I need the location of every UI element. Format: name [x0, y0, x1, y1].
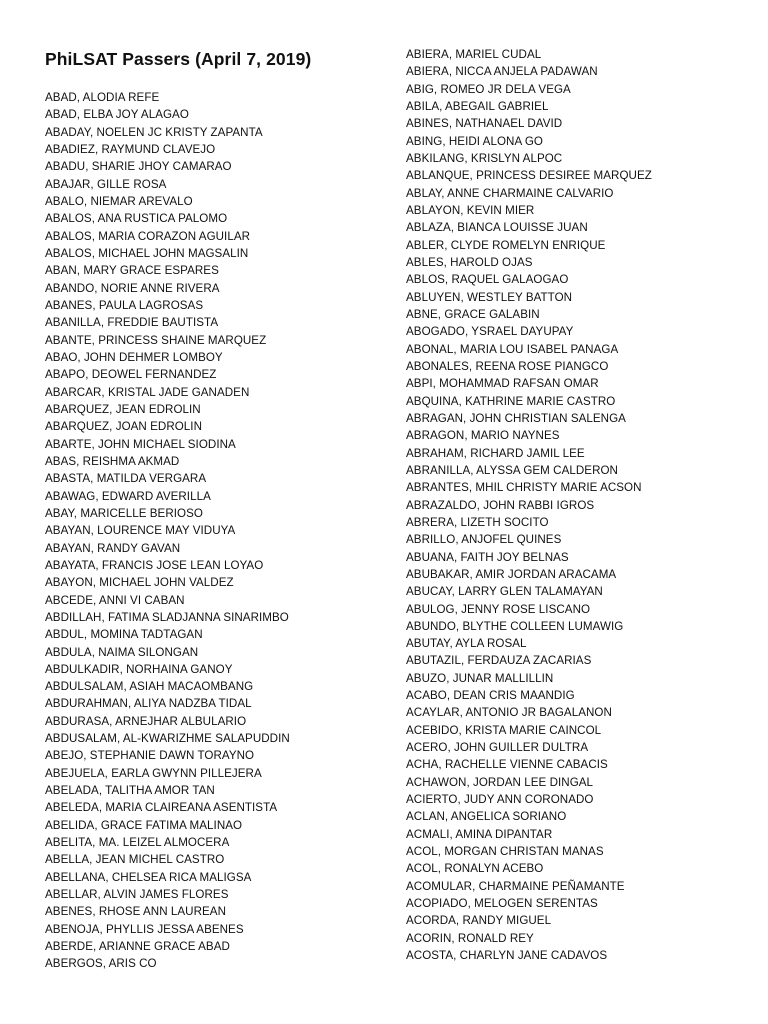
passer-name: ABAJAR, GILLE ROSA [45, 177, 167, 191]
passer-name: ABENES, RHOSE ANN LAUREAN [45, 905, 227, 919]
passer-name: ABAYAN, LOURENCE MAY VIDUYA [45, 524, 236, 538]
passer-name: ACOMULAR, CHARMAINE PEÑAMANTE [406, 879, 625, 893]
passer-name: ABANTE, PRINCESS SHAINE MARQUEZ [45, 333, 267, 347]
passer-name: ACEBIDO, KRISTA MARIE CAINCOL [406, 723, 602, 737]
passer-name: ABOGADO, YSRAEL DAYUPAY [406, 325, 574, 339]
passer-name: ABDURASA, ARNEJHAR ALBULARIO [45, 714, 247, 728]
passer-name: ABELITA, MA. LEIZEL ALMOCERA [45, 836, 230, 850]
passer-name: ACABO, DEAN CRIS MAANDIG [406, 689, 575, 703]
passer-name: ABELLAR, ALVIN JAMES FLORES [45, 888, 229, 902]
passer-name: ACOPIADO, MELOGEN SERENTAS [406, 897, 598, 911]
passer-name: ABAPO, DEOWEL FERNANDEZ [45, 368, 217, 382]
passer-name: ABQUINA, KATHRINE MARIE CASTRO [406, 394, 616, 408]
passer-name: ABAN, MARY GRACE ESPARES [45, 264, 219, 278]
passer-name: ABUTAY, AYLA ROSAL [406, 637, 527, 651]
passer-name: ABAWAG, EDWARD AVERILLA [45, 489, 211, 503]
passer-name: ABONALES, REENA ROSE PIANGCO [406, 359, 609, 373]
passer-name: ACHA, RACHELLE VIENNE CABACIS [406, 758, 608, 772]
passer-name: ABDULKADIR, NORHAINA GANOY [45, 662, 233, 676]
passer-name: ABALOS, MARIA CORAZON AGUILAR [45, 229, 251, 243]
passer-name: ABARCAR, KRISTAL JADE GANADEN [45, 385, 250, 399]
passer-name: ABRANILLA, ALYSSA GEM CALDERON [406, 463, 618, 477]
passer-name: ABUTAZIL, FERDAUZA ZACARIAS [406, 654, 592, 668]
passer-name: ABAD, ALODIA REFE [45, 91, 160, 104]
passer-name: ABUBAKAR, AMIR JORDAN ARACAMA [406, 567, 617, 581]
passer-name: ABLANQUE, PRINCESS DESIREE MARQUEZ [406, 169, 652, 183]
passer-name: ABADU, SHARIE JHOY CAMARAO [45, 160, 232, 174]
passer-name: ABADIEZ, RAYMUND CLAVEJO [45, 142, 216, 156]
passer-name: ABELLANA, CHELSEA RICA MALIGSA [45, 870, 252, 884]
passer-name: ABANILLA, FREDDIE BAUTISTA [45, 316, 219, 330]
passer-name: ABIG, ROMEO JR DELA VEGA [406, 82, 571, 96]
passer-name: ABRERA, LIZETH SOCITO [406, 515, 549, 529]
passer-name: ABELLA, JEAN MICHEL CASTRO [45, 853, 225, 867]
passer-name: ACOL, MORGAN CHRISTAN MANAS [406, 845, 604, 859]
page-title: PhiLSAT Passers (April 7, 2019) [45, 49, 312, 69]
passer-name: ABALOS, ANA RUSTICA PALOMO [45, 212, 228, 226]
passer-name: ABLOS, RAQUEL GALAOGAO [406, 273, 569, 287]
passer-name: ABAS, REISHMA AKMAD [45, 454, 180, 468]
passer-name: ABILA, ABEGAIL GABRIEL [406, 99, 549, 113]
passer-name: ABDULA, NAIMA SILONGAN [45, 645, 199, 659]
passer-name: ABRAHAM, RICHARD JAMIL LEE [406, 446, 585, 460]
passer-name: ABENOJA, PHYLLIS JESSA ABENES [45, 922, 244, 936]
passer-name: ACMALI, AMINA DIPANTAR [406, 827, 553, 841]
passer-name: ABUNDO, BLYTHE COLLEEN LUMAWIG [406, 619, 624, 633]
passer-name: ABANDO, NORIE ANNE RIVERA [45, 281, 220, 295]
passer-name: ABDUL, MOMINA TADTAGAN [45, 628, 203, 642]
passer-name: ABAYON, MICHAEL JOHN VALDEZ [45, 576, 234, 590]
passer-name: ABINES, NATHANAEL DAVID [406, 117, 563, 131]
passer-name: ACOSTA, CHARLYN JANE CADAVOS [406, 949, 608, 963]
passer-name: ABRAZALDO, JOHN RABBI IGROS [406, 498, 595, 512]
passer-name: ABLER, CLYDE ROMELYN ENRIQUE [406, 238, 606, 252]
passer-name: ABPI, MOHAMMAD RAFSAN OMAR [406, 377, 599, 391]
passer-name: ABALO, NIEMAR AREVALO [45, 194, 193, 208]
passer-name: ABLAYON, KEVIN MIER [406, 203, 535, 217]
passer-name: ABING, HEIDI ALONA GO [406, 134, 543, 148]
passer-name: ABKILANG, KRISLYN ALPOC [406, 151, 563, 165]
passer-name: ABAYAN, RANDY GAVAN [45, 541, 181, 555]
passer-name: ABELADA, TALITHA AMOR TAN [45, 784, 215, 798]
passer-name: ACOL, RONALYN ACEBO [406, 862, 544, 876]
passer-name: ABARQUEZ, JOAN EDROLIN [45, 420, 202, 434]
passer-name: ACERO, JOHN GUILLER DULTRA [406, 741, 589, 755]
passer-name: ABULOG, JENNY ROSE LISCANO [406, 602, 591, 616]
passer-name: ABEJO, STEPHANIE DAWN TORAYNO [45, 749, 255, 763]
passer-name: ABDILLAH, FATIMA SLADJANNA SINARIMBO [45, 610, 289, 624]
passer-name: ABARTE, JOHN MICHAEL SIODINA [45, 437, 236, 451]
passer-name: ABUANA, FAITH JOY BELNAS [406, 550, 569, 564]
passer-name: ACORIN, RONALD REY [406, 931, 534, 945]
passer-name: ABLAZA, BIANCA LOUISSE JUAN [406, 221, 588, 235]
passer-name: ABUZO, JUNAR MALLILLIN [406, 671, 554, 685]
passer-name: ABRILLO, ANJOFEL QUINES [406, 533, 562, 547]
passers-list-left [45, 89, 290, 973]
passer-name: ABAD, ELBA JOY ALAGAO [45, 108, 189, 122]
passer-name: ABARQUEZ, JEAN EDROLIN [45, 402, 201, 416]
passer-name: ABAO, JOHN DEHMER LOMBOY [45, 350, 223, 364]
passer-name: ABCEDE, ANNI VI CABAN [45, 593, 185, 607]
passer-name: ABLAY, ANNE CHARMAINE CALVARIO [406, 186, 614, 200]
passer-name: ABDULSALAM, ASIAH MACAOMBANG [45, 680, 254, 694]
passer-name: ABDURAHMAN, ALIYA NADZBA TIDAL [45, 697, 252, 711]
passer-name: ABAY, MARICELLE BERIOSO [45, 506, 203, 520]
passer-name: ABEJUELA, EARLA GWYNN PILLEJERA [45, 766, 262, 780]
passer-name: ABADAY, NOELEN JC KRISTY ZAPANTA [45, 125, 263, 139]
passer-name: ACIERTO, JUDY ANN CORONADO [406, 793, 594, 807]
passer-name: ABONAL, MARIA LOU ISABEL PANAGA [406, 342, 619, 356]
passer-name: ABASTA, MATILDA VERGARA [45, 472, 207, 486]
passer-name: ABUCAY, LARRY GLEN TALAMAYAN [406, 585, 603, 599]
passer-name: ABERDE, ARIANNE GRACE ABAD [45, 940, 230, 954]
passer-name: ACORDA, RANDY MIGUEL [406, 914, 552, 928]
passer-name: ABNE, GRACE GALABIN [406, 307, 540, 321]
passer-name: ABELEDA, MARIA CLAIREANA ASENTISTA [45, 801, 278, 815]
passer-name: ACAYLAR, ANTONIO JR BAGALANON [406, 706, 612, 720]
passer-name: ACHAWON, JORDAN LEE DINGAL [406, 775, 594, 789]
passer-name: ABAYATA, FRANCIS JOSE LEAN LOYAO [45, 558, 264, 572]
passer-name: ABLES, HAROLD OJAS [406, 255, 533, 269]
passer-name: ABDUSALAM, AL-KWARIZHME SALAPUDDIN [45, 732, 290, 746]
passer-name: ABIERA, NICCA ANJELA PADAWAN [406, 65, 598, 79]
passer-name: ACLAN, ANGELICA SORIANO [406, 810, 567, 824]
passer-name: ABRAGON, MARIO NAYNES [406, 429, 560, 443]
passer-name: ABANES, PAULA LAGROSAS [45, 298, 204, 312]
passer-name: ABRAGAN, JOHN CHRISTIAN SALENGA [406, 411, 626, 425]
passer-name: ABLUYEN, WESTLEY BATTON [406, 290, 573, 304]
passer-name: ABERGOS, ARIS CO [45, 957, 157, 971]
passer-name: ABALOS, MICHAEL JOHN MAGSALIN [45, 246, 249, 260]
passers-list-right [406, 46, 652, 964]
passer-name: ABELIDA, GRACE FATIMA MALINAO [45, 818, 243, 832]
passer-name: ABRANTES, MHIL CHRISTY MARIE ACSON [406, 481, 642, 495]
passer-name: ABIERA, MARIEL CUDAL [406, 48, 542, 61]
